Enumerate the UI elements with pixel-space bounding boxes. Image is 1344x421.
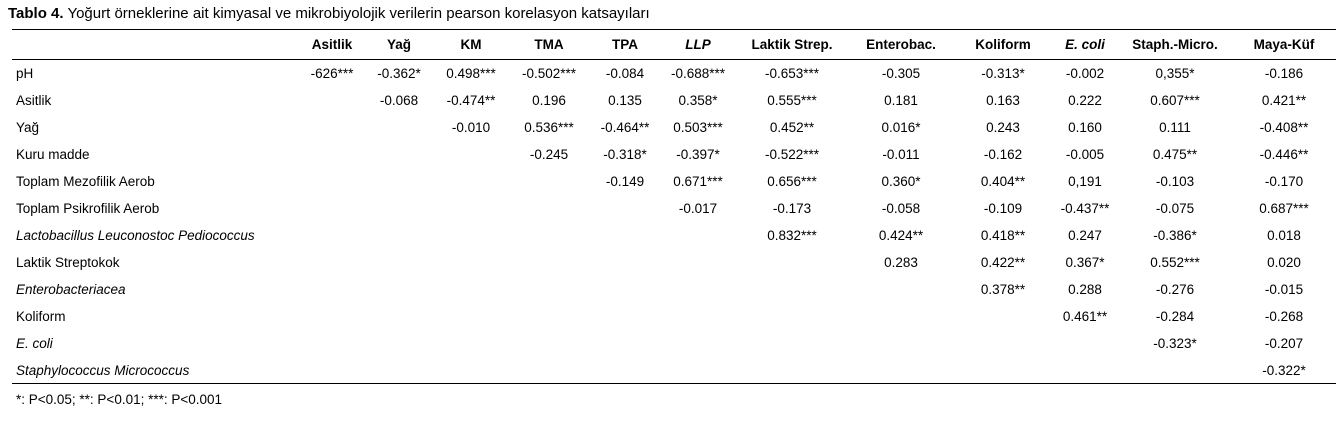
- table-cell: [364, 357, 434, 384]
- table-row: [12, 303, 1336, 330]
- table-cell: [736, 249, 848, 276]
- table-cell: [300, 87, 364, 114]
- row-label: pH: [16, 66, 34, 81]
- table-cell: -0.688***: [670, 66, 726, 81]
- column-header: Laktik Strep.: [736, 30, 848, 60]
- table-cell: -0.522***: [764, 147, 820, 162]
- table-cell: [300, 276, 364, 303]
- table-caption-text: Yoğurt örneklerine ait kimyasal ve mikrobiyolojik verilerin pearson korelasyon katsayıları: [63, 5, 650, 22]
- table-cell: -0.362*: [377, 66, 421, 81]
- row-label: Asitlik: [16, 93, 52, 108]
- row-label: Enterobacteriacea: [16, 282, 126, 297]
- table-cell: -0.084: [605, 66, 645, 81]
- table-cell: [300, 195, 364, 222]
- table-cell: [364, 303, 434, 330]
- table-footnote: *: P<0.05; **: P<0.01; ***: P<0.001: [16, 392, 223, 407]
- table-cell: [508, 276, 590, 303]
- table-cell: 0.358*: [678, 93, 718, 108]
- table-cell: [364, 195, 434, 222]
- table-row: [12, 330, 1336, 357]
- table-cell: -0.408**: [1259, 120, 1309, 135]
- table-cell: [848, 357, 954, 384]
- row-label: Toplam Mezofilik Aerob: [16, 174, 155, 189]
- table-row: [12, 249, 1336, 276]
- table-cell: 0,355*: [1155, 66, 1195, 81]
- table-cell: 0.247: [1068, 228, 1102, 243]
- table-cell: -0.068: [379, 93, 419, 108]
- table-cell: [736, 276, 848, 303]
- table-cell: -0.386*: [1153, 228, 1197, 243]
- table-cell: 0.288: [1068, 282, 1102, 297]
- table-cell: 0.160: [1068, 120, 1102, 135]
- table-cell: 0.422**: [980, 255, 1026, 270]
- table-cell: 0.181: [884, 93, 918, 108]
- table-cell: -0.305: [881, 66, 921, 81]
- table-cell: -626***: [310, 66, 354, 81]
- table-cell: -0.173: [772, 201, 812, 216]
- table-cell: 0,191: [1068, 174, 1102, 189]
- table-cell: [300, 141, 364, 168]
- table-cell: [736, 330, 848, 357]
- table-row: [12, 168, 1336, 195]
- table-cell: [364, 330, 434, 357]
- table-cell: [848, 303, 954, 330]
- table-cell: -0.397*: [676, 147, 720, 162]
- table-cell: [508, 330, 590, 357]
- row-label: Staphylococcus Micrococcus: [12, 357, 300, 384]
- table-cell: 0.163: [986, 93, 1020, 108]
- table-cell: [300, 114, 364, 141]
- correlation-table: [12, 29, 1336, 384]
- table-cell: 0.421**: [1261, 93, 1307, 108]
- table-cell: 0.020: [1267, 255, 1301, 270]
- table-cell: -0.011: [882, 147, 920, 162]
- table-cell: [508, 249, 590, 276]
- table-cell: 0.404**: [980, 174, 1026, 189]
- table-row: [12, 141, 1336, 168]
- table-cell: [508, 195, 590, 222]
- table-cell: -0.207: [1264, 336, 1304, 351]
- table-cell: [434, 168, 508, 195]
- table-row: [12, 222, 1336, 249]
- table-cell: -0.653***: [764, 66, 820, 81]
- table-cell: 0.418**: [980, 228, 1026, 243]
- table-cell: [590, 276, 660, 303]
- table-cell: 0.607***: [1150, 93, 1200, 108]
- table-cell: 0.503***: [673, 120, 723, 135]
- table-cell: [590, 303, 660, 330]
- table-cell: [300, 303, 364, 330]
- table-row: [12, 276, 1336, 303]
- table-cell: [660, 357, 736, 384]
- column-header: TPA: [590, 30, 660, 60]
- table-cell: [364, 168, 434, 195]
- table-cell: -0.322*: [1232, 357, 1336, 384]
- table-cell: 0.018: [1267, 228, 1301, 243]
- column-header: KM: [434, 30, 508, 60]
- column-header: Yağ: [364, 30, 434, 60]
- table-cell: 0.555***: [767, 93, 817, 108]
- table-cell: [434, 276, 508, 303]
- table-cell: -0.103: [1155, 174, 1195, 189]
- column-header: Asitlik: [300, 30, 364, 60]
- table-cell: [300, 249, 364, 276]
- table-row: [12, 357, 1336, 384]
- table-cell: -0.162: [983, 147, 1023, 162]
- table-row: [12, 195, 1336, 222]
- table-cell: [364, 249, 434, 276]
- table-cell: [434, 141, 508, 168]
- table-cell: [364, 114, 434, 141]
- table-cell: 0.016*: [881, 120, 921, 135]
- column-header: E. coli: [1052, 30, 1118, 60]
- column-header: Staph.-Micro.: [1118, 30, 1232, 60]
- table-cell: [590, 249, 660, 276]
- table-cell: -0.058: [881, 201, 921, 216]
- row-label: Yağ: [16, 120, 40, 135]
- table-cell: -0.005: [1065, 147, 1105, 162]
- table-cell: 0.196: [532, 93, 566, 108]
- table-cell: 0.498***: [446, 66, 496, 81]
- table-cell: 0.243: [986, 120, 1020, 135]
- table-cell: 0.111: [1159, 120, 1191, 135]
- header-row: [12, 30, 1336, 60]
- table-cell: [1052, 357, 1118, 384]
- table-cell: [736, 303, 848, 330]
- table-cell: [954, 303, 1052, 330]
- table-cell: [364, 276, 434, 303]
- table-cell: -0.284: [1155, 309, 1195, 324]
- table-cell: 0.552***: [1150, 255, 1200, 270]
- column-header: Koliform: [954, 30, 1052, 60]
- table-cell: 0.461**: [1062, 309, 1108, 324]
- row-label: Koliform: [16, 309, 66, 324]
- table-cell: -0.276: [1155, 282, 1195, 297]
- table-cell: -0.268: [1264, 309, 1304, 324]
- table-cell: 0.378**: [980, 282, 1026, 297]
- table-cell: 0.656***: [767, 174, 817, 189]
- table-cell: [660, 249, 736, 276]
- table-cell: -0.446**: [1259, 147, 1309, 162]
- table-cell: 0.222: [1068, 93, 1102, 108]
- table-cell: [300, 168, 364, 195]
- table-cell: 0.360*: [881, 174, 921, 189]
- table-cell: 0.671***: [673, 174, 723, 189]
- table-cell: 0.475**: [1152, 147, 1198, 162]
- table-cell: [660, 276, 736, 303]
- table-cell: [364, 222, 434, 249]
- row-label: Kuru madde: [16, 147, 90, 162]
- table-cell: [434, 330, 508, 357]
- table-cell: [848, 330, 954, 357]
- table-cell: [508, 357, 590, 384]
- table-row: [12, 87, 1336, 114]
- row-label: Lactobacillus Leuconostoc Pediococcus: [16, 228, 255, 243]
- table-caption-label: Tablo 4.: [8, 5, 64, 22]
- table-cell: -0.015: [1264, 282, 1304, 297]
- table-cell: -0.109: [983, 201, 1023, 216]
- table-cell: -0.313*: [981, 66, 1025, 81]
- header-corner: [12, 30, 300, 60]
- row-label: E. coli: [16, 336, 53, 351]
- table-cell: [590, 222, 660, 249]
- table-cell: -0.002: [1065, 66, 1105, 81]
- table-cell: -0.149: [605, 174, 645, 189]
- table-cell: -0.010: [451, 120, 491, 135]
- column-header: LLP: [660, 30, 736, 60]
- table-cell: [954, 357, 1052, 384]
- table-cell: [434, 303, 508, 330]
- column-header: TMA: [508, 30, 590, 60]
- table-cell: -0.186: [1264, 66, 1304, 81]
- table-cell: 0.832***: [767, 228, 817, 243]
- table-cell: [364, 141, 434, 168]
- table-caption: [8, 5, 650, 22]
- table-cell: -0.245: [529, 147, 569, 162]
- row-label: Toplam Psikrofilik Aerob: [16, 201, 160, 216]
- table-cell: [660, 222, 736, 249]
- table-cell: [508, 303, 590, 330]
- table-cell: -0.318*: [603, 147, 647, 162]
- table-cell: -0.474**: [446, 93, 496, 108]
- table-cell: [660, 330, 736, 357]
- table-cell: [590, 357, 660, 384]
- table-body: [12, 60, 1336, 384]
- table-cell: [1052, 330, 1118, 357]
- row-label: Laktik Streptokok: [16, 255, 120, 270]
- table-cell: 0.452**: [769, 120, 815, 135]
- table-cell: -0.502***: [521, 66, 577, 81]
- column-header: Enterobac.: [848, 30, 954, 60]
- table-cell: [508, 168, 590, 195]
- table-cell: 0.283: [884, 255, 918, 270]
- table-cell: -0.323*: [1153, 336, 1197, 351]
- table-cell: [434, 249, 508, 276]
- table-cell: [590, 330, 660, 357]
- table-cell: [434, 195, 508, 222]
- table-cell: [954, 330, 1052, 357]
- table-cell: -0.170: [1264, 174, 1304, 189]
- table-cell: -0.075: [1155, 201, 1195, 216]
- table-row: [12, 114, 1336, 141]
- table-cell: -0.464**: [600, 120, 650, 135]
- table-cell: 0.687***: [1259, 201, 1309, 216]
- table-cell: [736, 357, 848, 384]
- table-cell: [300, 222, 364, 249]
- table-cell: [660, 303, 736, 330]
- table-cell: [300, 330, 364, 357]
- table-cell: [508, 222, 590, 249]
- table-cell: 0.367*: [1065, 255, 1105, 270]
- table-cell: 0.424**: [878, 228, 924, 243]
- table-cell: [848, 276, 954, 303]
- table-cell: -0.437**: [1060, 201, 1110, 216]
- table-cell: 0.135: [608, 93, 642, 108]
- table-cell: [1118, 357, 1232, 384]
- table-cell: [590, 195, 660, 222]
- table-row: [12, 60, 1336, 88]
- table-cell: [434, 222, 508, 249]
- table-cell: 0.536***: [524, 120, 574, 135]
- column-header: Maya-Küf: [1232, 30, 1336, 60]
- table-cell: [434, 357, 508, 384]
- table-cell: [300, 357, 364, 384]
- table-cell: -0.017: [678, 201, 718, 216]
